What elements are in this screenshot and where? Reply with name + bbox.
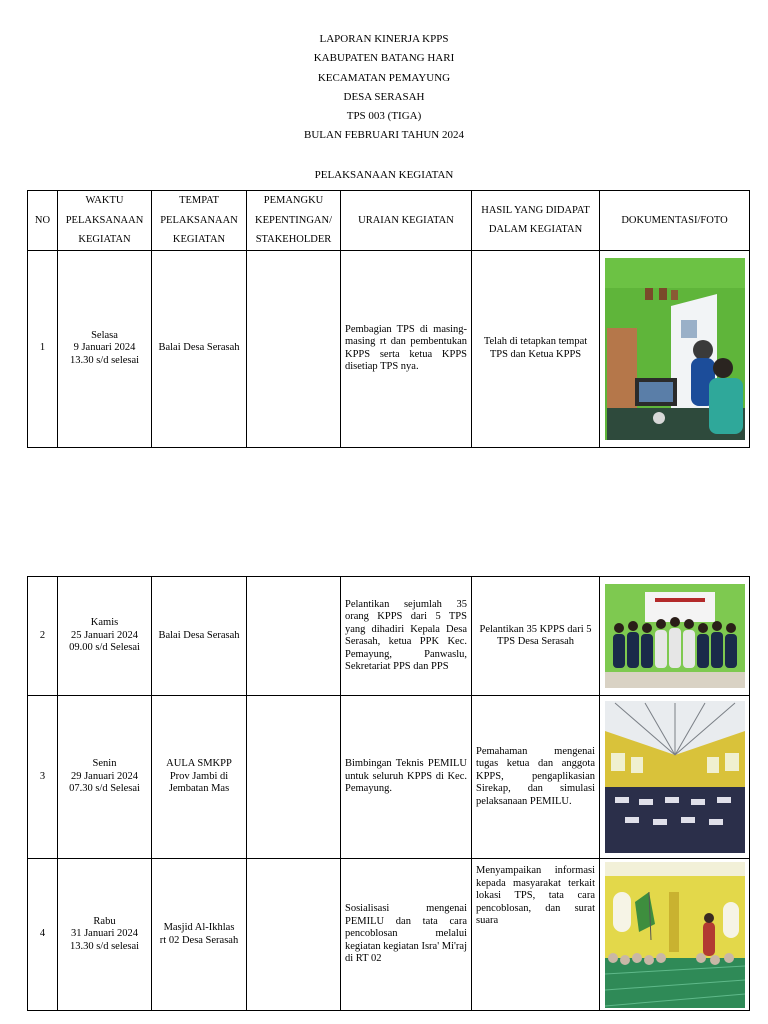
- row-waktu: Rabu 31 Januari 2024 13.30 s/d selesai: [58, 859, 152, 1011]
- row-pemangku: [247, 250, 341, 447]
- col-uraian-header: URAIAN KEGIATAN: [341, 191, 472, 251]
- row-photo-cell: [600, 250, 750, 447]
- section-title: PELAKSANAAN KEGIATAN: [314, 169, 454, 181]
- row-tempat: AULA SMKPP Prov Jambi di Jembatan Mas: [152, 696, 247, 859]
- table-row: [28, 577, 750, 696]
- row-uraian: Sosialisasi mengenai PEMILU dan tata cara pencoblosan melalui kegiatan kegiatan Isra' Mi'raj di RT 02: [341, 859, 472, 1011]
- table-row: [28, 696, 750, 859]
- row-hasil: Pemahaman mengenai tugas ketua dan anggota KPPS, pengaplikasian Sirekap, dan simulasi pelaksanaan PEMILU.: [472, 696, 600, 859]
- table-row: [28, 859, 750, 1011]
- row-uraian: Pembagian TPS di masing-masing rt dan pembentukan KPPS serta ketua KPPS disetiap TPS nya.: [341, 250, 472, 447]
- row-hasil: Menyampaikan informasi kepada masyarakat terkait lokasi TPS, tata cara pencoblosan, dan surat suara: [472, 859, 600, 1011]
- row-waktu: Kamis 25 Januari 2024 09.00 s/d Selesai: [58, 577, 152, 696]
- col-waktu-header: WAKTU PELAKSANAAN KEGIATAN: [58, 191, 152, 251]
- group-photo-icon: [605, 584, 745, 688]
- row-waktu: Selasa 9 Januari 2024 13.30 s/d selesai: [58, 250, 152, 447]
- row-photo-cell: [600, 696, 750, 859]
- table-header-row: [28, 191, 750, 251]
- row-number: 4: [28, 859, 58, 1011]
- header-period: BULAN FEBRUARI TAHUN 2024: [304, 129, 464, 142]
- header-title: LAPORAN KINERJA KPPS: [319, 33, 449, 45]
- activity-table-part-2: [27, 576, 750, 1011]
- hall-photo-icon: [605, 701, 745, 853]
- row-waktu: Senin 29 Januari 2024 07.30 s/d Selesai: [58, 696, 152, 859]
- row-hasil: Telah di tetapkan tempat TPS dan Ketua KPPS: [472, 250, 600, 447]
- mosque-photo-icon: [605, 862, 745, 1008]
- row-uraian: Bimbingan Teknis PEMILU untuk seluruh KPPS di Kec. Pemayung.: [341, 696, 472, 859]
- row-tempat: Masjid Al-Ikhlas rt 02 Desa Serasah: [152, 859, 247, 1011]
- header-village: DESA SERASAH: [343, 90, 425, 103]
- header-regency: KABUPATEN BATANG HARI: [313, 52, 455, 65]
- row-pemangku: [247, 696, 341, 859]
- row-tempat: Balai Desa Serasah: [152, 250, 247, 447]
- row-number: 2: [28, 577, 58, 696]
- activity-table-part-1: [27, 190, 750, 448]
- row-pemangku: [247, 577, 341, 696]
- meeting-photo-icon: [605, 258, 745, 440]
- col-tempat-header: TEMPAT PELAKSANAAN KEGIATAN: [152, 191, 247, 251]
- header-district: KECAMATAN PEMAYUNG: [317, 71, 451, 84]
- row-number: 1: [28, 250, 58, 447]
- row-pemangku: [247, 859, 341, 1011]
- col-dokumentasi-header: DOKUMENTASI/FOTO: [600, 191, 750, 251]
- header-tps: TPS 003 (TIGA): [346, 110, 422, 123]
- row-tempat: Balai Desa Serasah: [152, 577, 247, 696]
- col-pemangku-header: PEMANGKU KEPENTINGAN/ STAKEHOLDER: [247, 191, 341, 251]
- row-number: 3: [28, 696, 58, 859]
- row-hasil: Pelantikan 35 KPPS dari 5 TPS Desa Serasah: [472, 577, 600, 696]
- row-photo-cell: [600, 859, 750, 1011]
- col-hasil-header: HASIL YANG DIDAPAT DALAM KEGIATAN: [472, 191, 600, 251]
- table-row: [28, 250, 750, 447]
- report-header: [0, 30, 768, 146]
- row-photo-cell: [600, 577, 750, 696]
- col-no-header: NO: [28, 191, 58, 251]
- row-uraian: Pelantikan sejumlah 35 orang KPPS dari 5 TPS yang dihadiri Kepala Desa Serasah, ketua PPK Kec. Pemayung, Panwaslu, Sekretariat PPS dan PPS: [341, 577, 472, 696]
